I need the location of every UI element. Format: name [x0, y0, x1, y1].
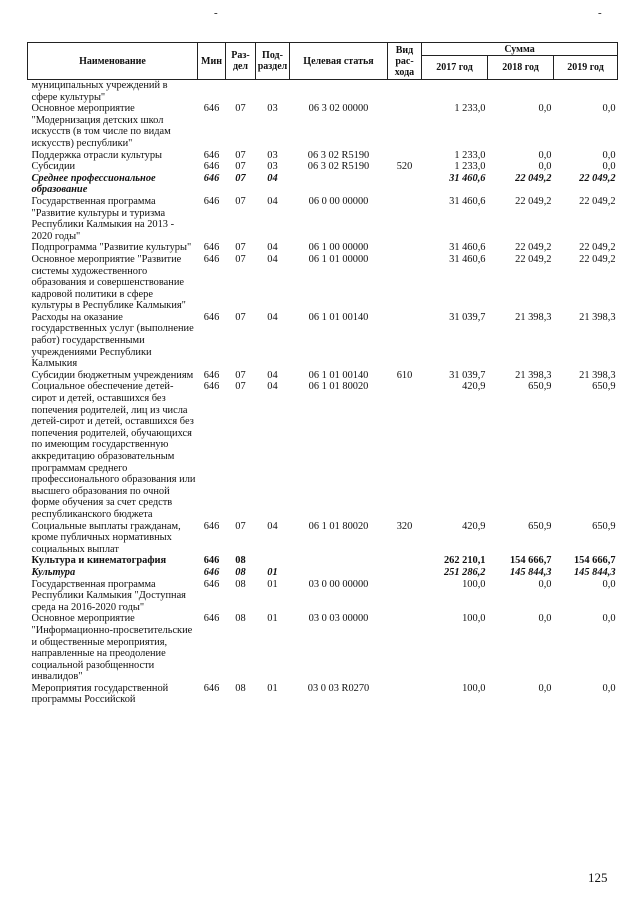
cell-razdel: 07: [235, 369, 246, 381]
cell-razdel: 07: [235, 253, 246, 265]
cell-min: 646: [203, 103, 220, 115]
cell-2018: 650,9: [528, 520, 552, 532]
cell-name: Основное мероприятие "Информационно-просветительские и общественные мероприятия, направленные на преодоление социальной разобщенности инвалидов": [31, 613, 193, 683]
cell-min: 646: [203, 149, 220, 161]
cell-2017: 1 233,0: [454, 161, 486, 173]
header-razdel: Раз-дел: [226, 43, 256, 80]
cell-2017: 100,0: [462, 682, 486, 694]
cell-name: Основное мероприятие "Модернизация детских школ искусств (в том числе по видам искусств) республики": [31, 103, 171, 149]
cell-vid: 610: [396, 369, 413, 381]
cell-razdel: 07: [235, 520, 246, 532]
cell-name: Субсидии: [31, 161, 76, 173]
cell-2019: 0,0: [602, 613, 616, 625]
cell-vid: [388, 150, 422, 162]
cell-min: 646: [203, 369, 220, 381]
table-header: [28, 43, 618, 80]
cell-2018: 145 844,3: [509, 566, 552, 578]
cell-2019: 21 398,3: [579, 369, 616, 381]
cell-podrazdel: 01: [267, 613, 278, 625]
cell-name: Подпрограмма "Развитие культуры": [31, 242, 192, 254]
header-2019: 2019 год: [554, 56, 618, 80]
cell-2018: 21 398,3: [515, 311, 552, 323]
cell-min: 646: [203, 613, 220, 625]
cell-2017: 31 460,6: [449, 253, 486, 265]
cell-target: 06 1 01 80020: [308, 381, 369, 393]
cell-target: 06 1 00 00000: [308, 242, 369, 254]
cell-min: 646: [203, 195, 220, 207]
cell-vid: [388, 613, 422, 683]
cell-podrazdel: 04: [267, 311, 278, 323]
cell-2019: 22 049,2: [579, 253, 616, 265]
cell-razdel: 07: [235, 311, 246, 323]
table-row: [28, 80, 618, 104]
cell-name: Субсидии бюджетным учреждениям: [31, 369, 194, 381]
cell-podrazdel: 01: [267, 566, 278, 578]
cell-name: Социальные выплаты гражданам, кроме публичных нормативных социальных выплат: [31, 520, 181, 555]
cell-2019: 22 049,2: [579, 195, 616, 207]
cell-vid: 520: [396, 161, 413, 173]
table-row: [28, 521, 618, 556]
cell-target: 06 1 01 00140: [308, 369, 369, 381]
cell-podrazdel: 01: [267, 682, 278, 694]
cell-razdel: 07: [235, 161, 246, 173]
cell-2017: 1 233,0: [454, 149, 486, 161]
cell-target: [290, 555, 388, 567]
top-mark-right: -: [598, 7, 602, 19]
cell-razdel: 07: [235, 172, 246, 184]
cell-2019: 0,0: [602, 103, 616, 115]
cell-target: 06 1 01 00000: [308, 253, 369, 265]
cell-podrazdel: 04: [267, 381, 278, 393]
cell-2018: 21 398,3: [515, 369, 552, 381]
cell-min: 646: [203, 555, 220, 567]
table-row: [28, 613, 618, 683]
table-row: [28, 579, 618, 614]
cell-name: Государственная программа Республики Калмыкия "Доступная среда на 2016-2020 годы": [31, 578, 186, 613]
table-row: [28, 254, 618, 312]
cell-podrazdel: 04: [267, 195, 278, 207]
cell-name: Поддержка отрасли культуры: [31, 149, 162, 161]
cell-vid: [388, 555, 422, 567]
cell-podrazdel: 04: [267, 172, 278, 184]
cell-name: Основное мероприятие "Развитие системы художественного образования и совершенствование кадровой политики в сфере культуры в Республике Калмыкия": [31, 253, 186, 312]
cell-name: Культура и кинематография: [31, 555, 167, 567]
header-name: Наименование: [28, 43, 198, 80]
cell-razdel: 08: [235, 682, 246, 694]
cell-2017: [422, 80, 488, 104]
cell-2019: [554, 80, 618, 104]
top-mark-left: -: [214, 7, 218, 19]
cell-target: 06 3 02 00000: [308, 103, 369, 115]
cell-2018: 0,0: [538, 103, 552, 115]
budget-table: [27, 42, 618, 706]
cell-2017: 420,9: [462, 520, 486, 532]
cell-min: 646: [203, 578, 220, 590]
cell-name: Государственная программа "Развитие культуры и туризма Республики Калмыкия на 2013 - 2020 годы": [31, 195, 175, 242]
cell-vid: 320: [396, 520, 413, 532]
header-vid: Вид рас-хода: [388, 43, 422, 80]
cell-2017: 262 210,1: [443, 555, 486, 567]
cell-min: 646: [203, 172, 220, 184]
cell-2019: 0,0: [602, 161, 616, 173]
cell-razdel: 08: [235, 566, 246, 578]
cell-2018: 0,0: [538, 161, 552, 173]
cell-2017: 100,0: [462, 578, 486, 590]
cell-2018: 0,0: [538, 613, 552, 625]
table-row: [28, 381, 618, 520]
header-target: Целевая статья: [290, 43, 388, 80]
cell-razdel: 07: [235, 149, 246, 161]
table-row: [28, 567, 618, 579]
cell-razdel: [226, 80, 256, 104]
cell-2018: 22 049,2: [515, 242, 552, 254]
cell-target: 06 3 02 R5190: [307, 149, 370, 161]
cell-podrazdel: 04: [267, 253, 278, 265]
cell-podrazdel: 01: [267, 578, 278, 590]
cell-2019: 0,0: [602, 149, 616, 161]
cell-2019: 650,9: [592, 381, 616, 393]
cell-2017: 31 460,6: [449, 195, 486, 207]
cell-razdel: 07: [235, 195, 246, 207]
cell-vid: [388, 579, 422, 614]
cell-razdel: 07: [235, 381, 246, 393]
cell-2019: 650,9: [592, 520, 616, 532]
table-row: [28, 196, 618, 242]
table-row: [28, 103, 618, 149]
cell-target: 06 1 01 80020: [308, 520, 369, 532]
cell-podrazdel: 04: [267, 520, 278, 532]
cell-name: Социальное обеспечение детей-сирот и детей, оставшихся без попечения родителей, лиц из числа детей-сирот и детей, оставшихся без попечения родителей, обучающихся по имеющим государственную аккредитацию образовательным программам среднего профессионального образования или высшего образования по очной форме обучения за счет средств республиканского бюджета: [31, 381, 196, 520]
cell-vid: [388, 196, 422, 242]
cell-2017: 1 233,0: [454, 103, 486, 115]
cell-2017: 31 039,7: [449, 311, 486, 323]
cell-name: Мероприятия государственной программы Российской: [31, 682, 169, 706]
header-sum: Сумма: [422, 43, 618, 56]
cell-target: 03 0 00 00000: [308, 578, 369, 590]
table-row: [28, 150, 618, 162]
table-row: [28, 312, 618, 370]
cell-target: [290, 173, 388, 196]
cell-2018: 0,0: [538, 149, 552, 161]
cell-2017: 31 460,6: [449, 242, 486, 254]
cell-2019: 154 666,7: [573, 555, 616, 567]
cell-vid: [388, 242, 422, 254]
cell-razdel: 08: [235, 613, 246, 625]
cell-razdel: 08: [235, 578, 246, 590]
cell-podrazdel: 03: [267, 103, 278, 115]
cell-2019: 0,0: [602, 578, 616, 590]
cell-vid: [388, 567, 422, 579]
cell-min: 646: [203, 311, 220, 323]
cell-podrazdel: [256, 80, 290, 104]
cell-target: 03 0 03 R0270: [307, 682, 370, 694]
cell-2019: 21 398,3: [579, 311, 616, 323]
cell-podrazdel: 03: [267, 161, 278, 173]
cell-target: 06 1 01 00140: [308, 311, 369, 323]
page-number: 125: [588, 870, 608, 885]
table-row: [28, 161, 618, 173]
cell-min: 646: [203, 161, 220, 173]
table-row: [28, 683, 618, 706]
cell-2017: 420,9: [462, 381, 486, 393]
cell-name: Расходы на оказание государственных услуг (выполнение работ) государственными учреждениями Республики Калмыкия: [31, 311, 194, 370]
table-row: [28, 173, 618, 196]
cell-name: муниципальных учреждений в сфере культуры": [31, 80, 168, 103]
cell-2017: 100,0: [462, 613, 486, 625]
header-min: Мин: [198, 43, 226, 80]
cell-min: 646: [203, 520, 220, 532]
cell-razdel: 08: [235, 555, 246, 567]
table-row: [28, 555, 618, 567]
cell-min: 646: [203, 381, 220, 393]
cell-vid: [388, 80, 422, 104]
cell-2017: 31 460,6: [449, 172, 486, 184]
cell-vid: [388, 173, 422, 196]
cell-min: 646: [203, 566, 220, 578]
cell-2019: 0,0: [602, 682, 616, 694]
cell-2018: 0,0: [538, 578, 552, 590]
cell-name: Культура: [31, 566, 76, 578]
cell-min: [198, 80, 226, 104]
cell-podrazdel: [256, 555, 290, 567]
cell-target: 06 3 02 R5190: [307, 161, 370, 173]
cell-vid: [388, 254, 422, 312]
cell-min: 646: [203, 682, 220, 694]
cell-min: 646: [203, 253, 220, 265]
cell-2018: 22 049,2: [515, 195, 552, 207]
cell-2018: 22 049,2: [515, 172, 552, 184]
header-2017: 2017 год: [422, 56, 488, 80]
cell-target: 06 0 00 00000: [308, 195, 369, 207]
cell-2019: 145 844,3: [573, 566, 616, 578]
cell-name: Среднее профессиональное образование: [31, 172, 156, 196]
header-2018: 2018 год: [488, 56, 554, 80]
cell-2017: 31 039,7: [449, 369, 486, 381]
cell-target: [290, 567, 388, 579]
cell-vid: [388, 381, 422, 520]
table-row: [28, 370, 618, 382]
header-podrazdel: Под-раздел: [256, 43, 290, 80]
cell-min: 646: [203, 242, 220, 254]
cell-razdel: 07: [235, 103, 246, 115]
cell-podrazdel: 04: [267, 369, 278, 381]
cell-2018: 650,9: [528, 381, 552, 393]
cell-podrazdel: 03: [267, 149, 278, 161]
cell-razdel: 07: [235, 242, 246, 254]
cell-target: [290, 80, 388, 104]
cell-2018: [488, 80, 554, 104]
cell-target: 03 0 03 00000: [308, 613, 369, 625]
cell-podrazdel: 04: [267, 242, 278, 254]
cell-vid: [388, 103, 422, 149]
cell-2018: 0,0: [538, 682, 552, 694]
cell-2017: 251 286,2: [443, 566, 486, 578]
cell-vid: [388, 312, 422, 370]
cell-vid: [388, 683, 422, 706]
cell-2019: 22 049,2: [579, 242, 616, 254]
cell-2018: 22 049,2: [515, 253, 552, 265]
table-body: [28, 80, 618, 707]
table-row: [28, 242, 618, 254]
cell-2019: 22 049,2: [579, 172, 616, 184]
cell-2018: 154 666,7: [509, 555, 552, 567]
